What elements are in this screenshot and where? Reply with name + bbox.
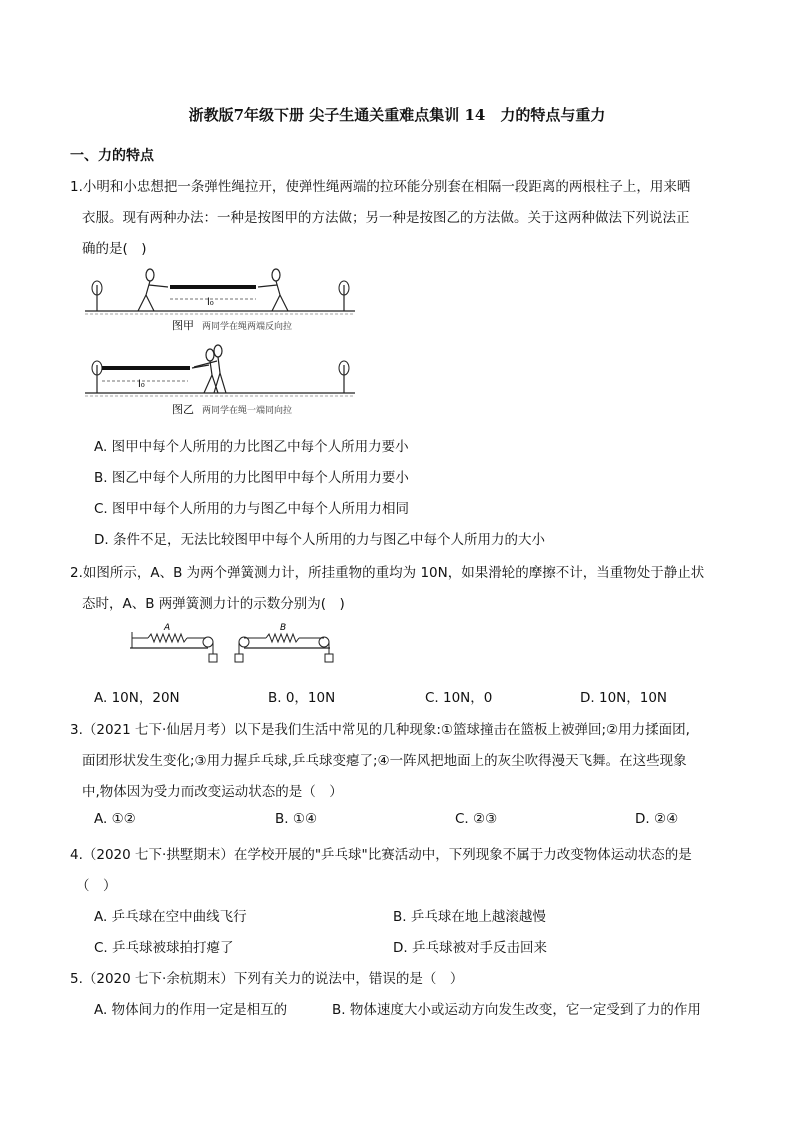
q3-option-b: B. ①④ (275, 811, 318, 827)
fig2-l0-label: l₀ (138, 379, 145, 390)
q4-line-1: 4.（2020 七下·拱墅期末）在学校开展的"乒乓球"比赛活动中，下列现象不属于力改变物体运动状态的是 (70, 847, 692, 863)
q4-option-c: C. 乒乓球被球拍打瘪了 (94, 940, 234, 956)
fig1-l0-label: l₀ (207, 297, 214, 308)
page-title: 浙教版7年级下册 尖子生通关重难点集训 14 力的特点与重力 (188, 106, 606, 124)
q5-option-b: B. 物体速度大小或运动方向发生改变，它一定受到了力的作用 (332, 1002, 701, 1018)
q5-option-a: A. 物体间力的作用一定是相互的 (94, 1002, 288, 1018)
q3-option-a: A. ①② (94, 811, 136, 827)
figure-jia (80, 265, 360, 335)
q4-option-d: D. 乒乓球被对手反击回来 (393, 940, 547, 956)
scale-b-label: B (280, 623, 287, 633)
fig1-caption: 图甲 (172, 319, 194, 332)
figure-spring-scales (126, 618, 346, 668)
scale-a-label: A (164, 623, 171, 633)
q1-option-b: B. 图乙中每个人所用的力比图甲中每个人所用力要小 (94, 470, 409, 486)
q2-option-c: C. 10N，0 (425, 690, 493, 706)
q4-option-b: B. 乒乓球在地上越滚越慢 (393, 909, 546, 925)
section-heading: 一、力的特点 (70, 148, 154, 164)
q3-option-d: D. ②④ (635, 811, 679, 827)
q2-line-1: 2.如图所示，A、B 为两个弹簧测力计，所挂重物的重均为 10N，如果滑轮的摩擦不计，当重物处于静止状 (70, 565, 705, 581)
q3-line-1: 3.（2021 七下·仙居月考）以下是我们生活中常见的几种现象:①篮球撞击在篮板上被弹回;②用力揉面团, (70, 722, 690, 738)
q3-option-c: C. ②③ (455, 811, 498, 827)
figure-yi (80, 343, 360, 418)
q2-option-b: B. 0，10N (268, 690, 336, 706)
q1-line-1: 1.小明和小忠想把一条弹性绳拉开，使弹性绳两端的拉环能分别套在相隔一段距离的两根柱子上，用来晒 (70, 179, 691, 195)
q2-option-d: D. 10N，10N (580, 690, 668, 706)
q3-line-3: 中,物体因为受力而改变运动状态的是（ ） (82, 784, 343, 800)
q1-option-d: D. 条件不足，无法比较图甲中每个人所用的力与图乙中每个人所用力的大小 (94, 532, 545, 548)
fig2-caption: 图乙 (172, 403, 194, 416)
q5-line-1: 5.（2020 七下·余杭期末）下列有关力的说法中，错误的是（ ） (70, 971, 464, 987)
q2-option-a: A. 10N，20N (94, 690, 180, 706)
q4-line-2: （ ） (76, 878, 117, 894)
fig2-note: 两同学在绳一端同向拉 (202, 406, 293, 416)
q1-option-a: A. 图甲中每个人所用的力比图乙中每个人所用力要小 (94, 439, 409, 455)
q3-line-2: 面团形状发生变化;③用力握乒乓球,乒乓球变瘪了;④一阵风把地面上的灰尘吹得漫天飞舞。在这些现象 (82, 753, 687, 769)
q1-option-c: C. 图甲中每个人所用的力与图乙中每个人所用力相同 (94, 501, 410, 517)
q1-line-2: 衣服。现有两种办法：一种是按图甲的方法做；另一种是按图乙的方法做。关于这两种做法下列说法正 (82, 210, 690, 226)
q4-option-a: A. 乒乓球在空中曲线飞行 (94, 909, 247, 925)
fig1-note: 两同学在绳两端反向拉 (202, 322, 293, 332)
q1-line-3: 确的是( ) (82, 241, 147, 257)
q2-line-2: 态时，A、B 两弹簧测力计的示数分别为( ) (82, 596, 345, 612)
